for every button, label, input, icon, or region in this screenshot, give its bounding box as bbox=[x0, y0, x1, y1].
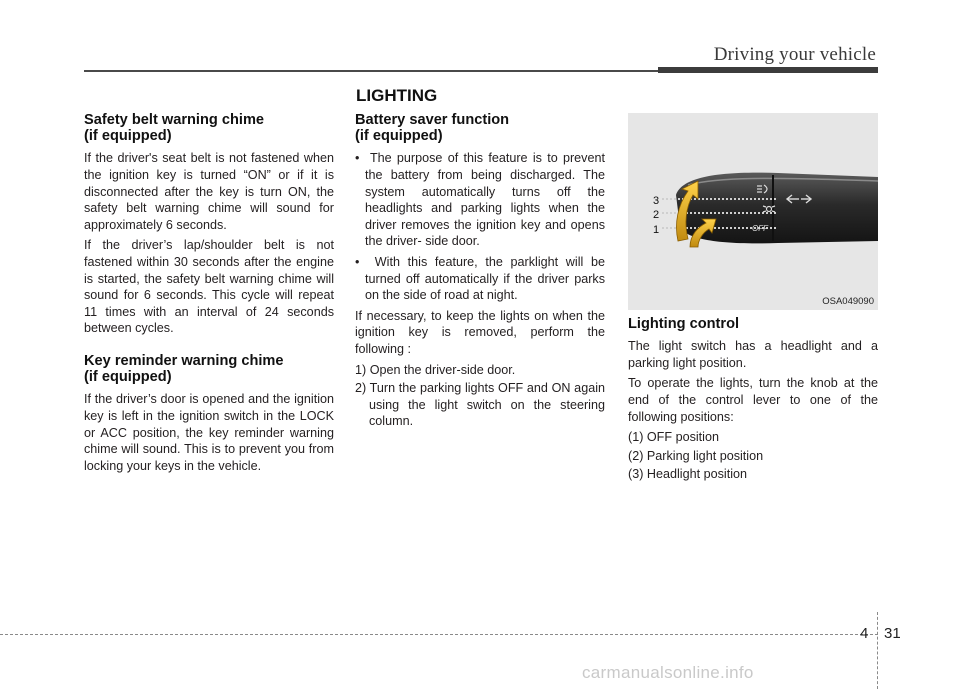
light-switch-figure bbox=[628, 113, 878, 310]
heading-key-reminder-chime: Key reminder warning chime (if equipped) bbox=[84, 352, 284, 386]
column-right bbox=[628, 316, 878, 485]
watermark: carmanualsonline.info bbox=[582, 663, 754, 682]
chapter-number: 4 bbox=[860, 625, 869, 642]
paragraph: If necessary, to keep the lights on when the ignition key is removed, perform the following : bbox=[355, 308, 605, 356]
column-middle bbox=[355, 112, 605, 432]
paragraph: If the driver’s door is opened and the ignition key is left in the ignition switch in the LOCK or ACC position, the key reminder warning chime will sound. This is to prevent you from locking your keys in the vehicle. bbox=[84, 392, 334, 473]
list-item: 2) Turn the parking lights OFF and ON again using the light switch on the steering column. bbox=[355, 381, 605, 429]
list-item: • The purpose of this feature is to prevent the battery from being discharged. The system automatically turns off the headlights and parking lights when the driver removes the ignition key and opens the driver- side door. bbox=[355, 150, 605, 250]
position-item: (1) OFF position bbox=[628, 430, 719, 445]
section-title: LIGHTING bbox=[356, 86, 438, 105]
position-item: (3) Headlight position bbox=[628, 467, 748, 482]
lever-body bbox=[676, 173, 878, 244]
callout-1: 1 bbox=[653, 224, 660, 236]
callout-2: 2 bbox=[653, 209, 660, 221]
header-title: Driving your vehicle bbox=[713, 44, 876, 65]
footer-rule bbox=[0, 634, 878, 635]
callout-3: 3 bbox=[653, 195, 660, 207]
list-item: • With this feature, the parklight will be turned off automatically if the driver parks on the side of road at night. bbox=[355, 254, 605, 304]
heading-safety-belt-chime: Safety belt warning chime (if equipped) bbox=[84, 112, 265, 145]
heading-lighting-control: Lighting control bbox=[628, 316, 740, 332]
header-rule-accent bbox=[658, 67, 878, 73]
column-left bbox=[84, 112, 334, 478]
off-label: OFF bbox=[752, 224, 768, 233]
bullet-list bbox=[355, 150, 605, 303]
page-number: 31 bbox=[884, 625, 901, 642]
figure-code: OSA049090 bbox=[822, 296, 874, 307]
step-list bbox=[355, 362, 605, 430]
list-item: 1) Open the driver-side door. bbox=[355, 362, 516, 377]
header-rule bbox=[84, 70, 658, 72]
paragraph: To operate the lights, turn the knob at the end of the control lever to one of the following positions: bbox=[628, 376, 878, 424]
control-lever-illustration bbox=[628, 113, 878, 310]
position-item: (2) Parking light position bbox=[628, 448, 764, 463]
paragraph: The light switch has a headlight and a parking light position. bbox=[628, 339, 878, 370]
heading-battery-saver: Battery saver function (if equipped) bbox=[355, 112, 510, 145]
paragraph: If the driver’s lap/shoulder belt is not fastened within 30 seconds after the engine is started, the safety belt warning chime will sound for 6 seconds. This cycle will repeat 11 times with an interval of 24 seconds between cycles. bbox=[84, 238, 334, 336]
paragraph: If the driver's seat belt is not fastened when the ignition key is turned “ON” or if it is disconnected after the key is turn ON, the safety belt warning chime will sound for approximately 6 seconds. bbox=[84, 151, 334, 232]
footer-divider bbox=[877, 612, 878, 689]
